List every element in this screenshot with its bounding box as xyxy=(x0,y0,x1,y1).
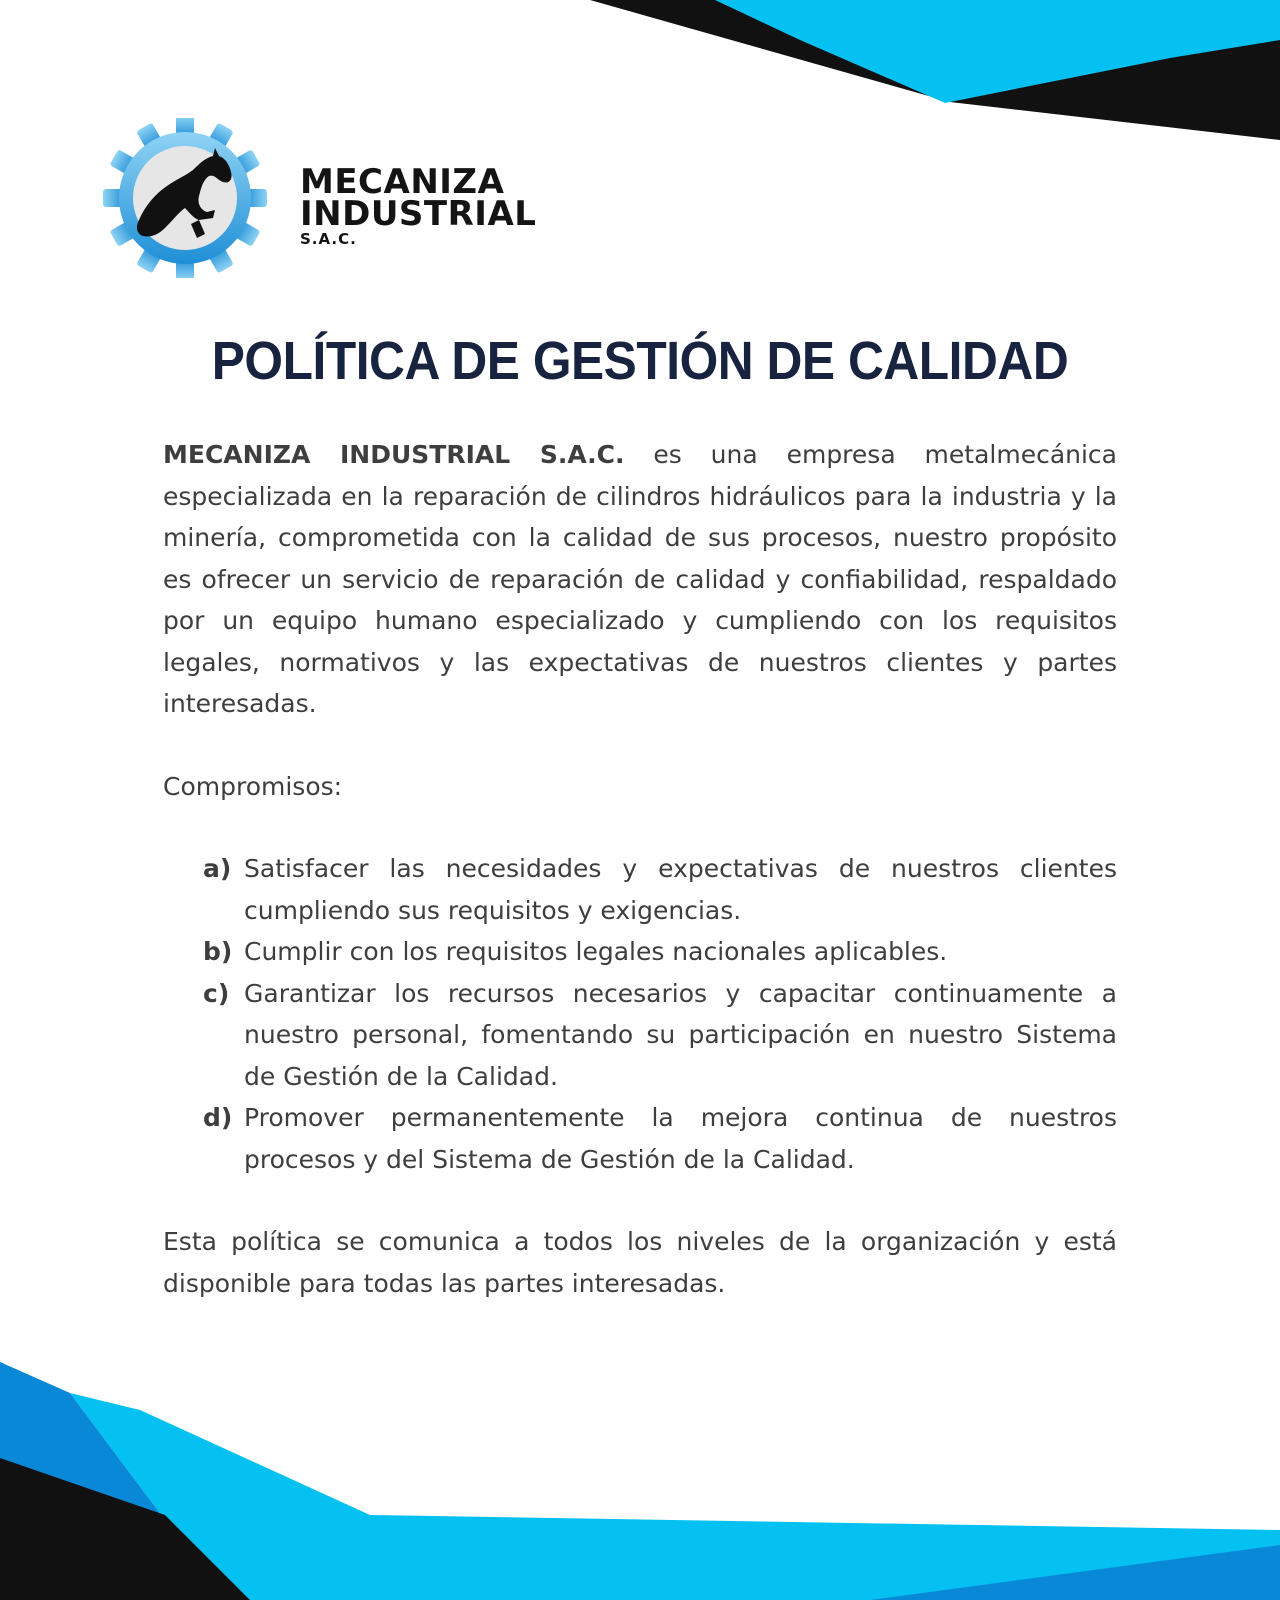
list-item-text: Satisfacer las necesidades y expectativas de nuestros clientes cumpliendo sus requisitos y exigencias. xyxy=(244,854,1117,925)
logo-line-industrial: INDUSTRIAL xyxy=(300,194,537,234)
logo-line-mecaniza: MECANIZA xyxy=(300,162,505,202)
list-item-text: Garantizar los recursos necesarios y capacitar continuamente a nuestro personal, fomentando su participación en nuestro Sistema de Gestión de la Calidad. xyxy=(244,978,1117,1091)
company-logo xyxy=(100,118,560,278)
list-marker: d) xyxy=(203,1103,233,1132)
logo-line-sac: S.A.C. xyxy=(300,230,357,248)
logo-wordmark xyxy=(300,162,537,248)
list-item xyxy=(163,931,1117,973)
commitments-list xyxy=(163,848,1117,1180)
intro-company-name: MECANIZA INDUSTRIAL S.A.C. xyxy=(163,440,625,469)
commitments-heading: Compromisos: xyxy=(163,771,343,801)
list-marker: b) xyxy=(203,937,233,966)
intro-paragraph xyxy=(163,434,1117,725)
list-item-text: Promover permanentemente la mejora continua de nuestros procesos y del Sistema de Gestión de la Calidad. xyxy=(244,1103,1117,1174)
list-marker: c) xyxy=(203,978,230,1008)
document-body xyxy=(163,434,1117,1304)
list-marker: a) xyxy=(203,854,232,883)
list-item xyxy=(163,848,1117,931)
list-item xyxy=(163,973,1117,1098)
list-item-text: Cumplir con los requisitos legales nacionales aplicables. xyxy=(244,937,948,966)
bottom-cyan-band xyxy=(70,1393,1280,1600)
intro-text: es una empresa metalmecánica especializada en la reparación de cilindros hidráulicos para la industria y la minería, comprometida con la calidad de sus procesos, nuestro propósito es ofrecer un servicio de reparación de calidad y confiabilidad, respaldado por un equipo humano especializado y cumpliendo con los requisitos legales, normativos y las expectativas de nuestros clientes y partes interesadas. xyxy=(163,440,1117,718)
page-title: POLÍTICA DE GESTIÓN DE CALIDAD xyxy=(211,331,1069,391)
list-item xyxy=(163,1097,1117,1180)
closing-paragraph: Esta política se comunica a todos los niveles de la organización y está disponible para todas las partes interesadas. xyxy=(163,1227,1117,1298)
gear-horse-icon xyxy=(100,118,270,278)
